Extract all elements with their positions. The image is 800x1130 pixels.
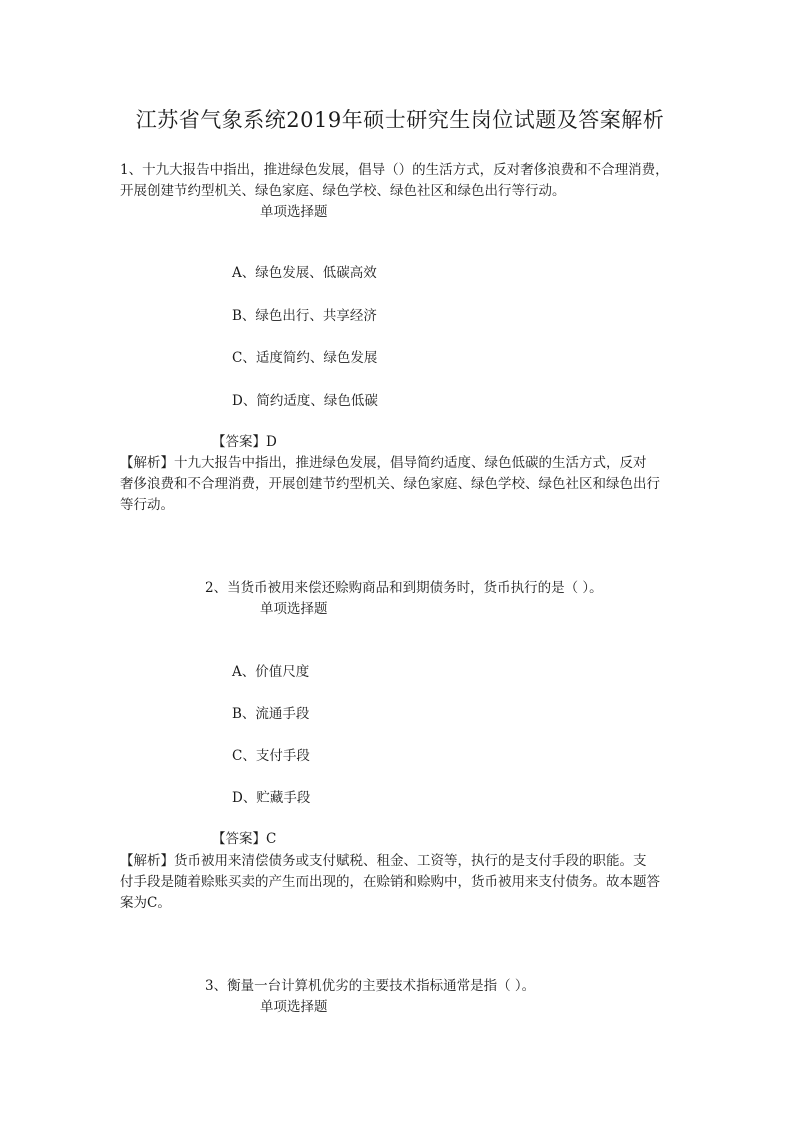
question-1-option-b: B、绿色出行、共享经济 (232, 308, 377, 324)
question-2-analysis-line-2: 付手段是随着赊账买卖的产生而出现的，在赊销和赊购中，货币被用来支付债务。故本题答 (120, 874, 660, 890)
question-1-option-c: C、适度简约、绿色发展 (232, 350, 378, 366)
question-2-option-a: A、价值尺度 (232, 664, 310, 680)
question-2-option-d: D、贮藏手段 (232, 790, 311, 806)
question-2-type: 单项选择题 (260, 601, 328, 617)
question-1-analysis-line-1: 【解析】十九大报告中指出，推进绿色发展，倡导简约适度、绿色低碳的生活方式，反对 (120, 455, 647, 471)
question-2-answer: 【答案】C (212, 831, 277, 847)
question-3-type: 单项选择题 (260, 999, 328, 1015)
question-3-stem: 3、衡量一台计算机优劣的主要技术指标通常是指（ ）。 (205, 978, 536, 994)
question-1-analysis-line-2: 奢侈浪费和不合理消费，开展创建节约型机关、绿色家庭、绿色学校、绿色社区和绿色出行 (120, 476, 660, 492)
document-title: 江苏省气象系统2019年硕士研究生岗位试题及答案解析 (135, 108, 665, 132)
question-1-type: 单项选择题 (260, 204, 328, 220)
question-2-option-c: C、支付手段 (232, 748, 310, 764)
question-1-option-a: A、绿色发展、低碳高效 (232, 265, 377, 281)
question-2-analysis-line-1: 【解析】货币被用来清偿债务或支付赋税、租金、工资等，执行的是支付手段的职能。支 (120, 853, 647, 869)
question-2-option-b: B、流通手段 (232, 706, 310, 722)
question-2-analysis-line-3: 案为C。 (120, 895, 171, 911)
question-1-stem-line-1: 1、十九大报告中指出，推进绿色发展，倡导（）的生活方式，反对奢侈浪费和不合理消费， (120, 162, 669, 178)
question-1-analysis-line-3: 等行动。 (120, 497, 174, 513)
question-2-stem: 2、当货币被用来偿还赊购商品和到期债务时，货币执行的是（ ）。 (205, 580, 603, 596)
question-1-option-d: D、简约适度、绿色低碳 (232, 393, 378, 409)
question-1-answer: 【答案】D (212, 434, 277, 450)
question-1-stem-line-2: 开展创建节约型机关、绿色家庭、绿色学校、绿色社区和绿色出行等行动。 (120, 183, 566, 199)
